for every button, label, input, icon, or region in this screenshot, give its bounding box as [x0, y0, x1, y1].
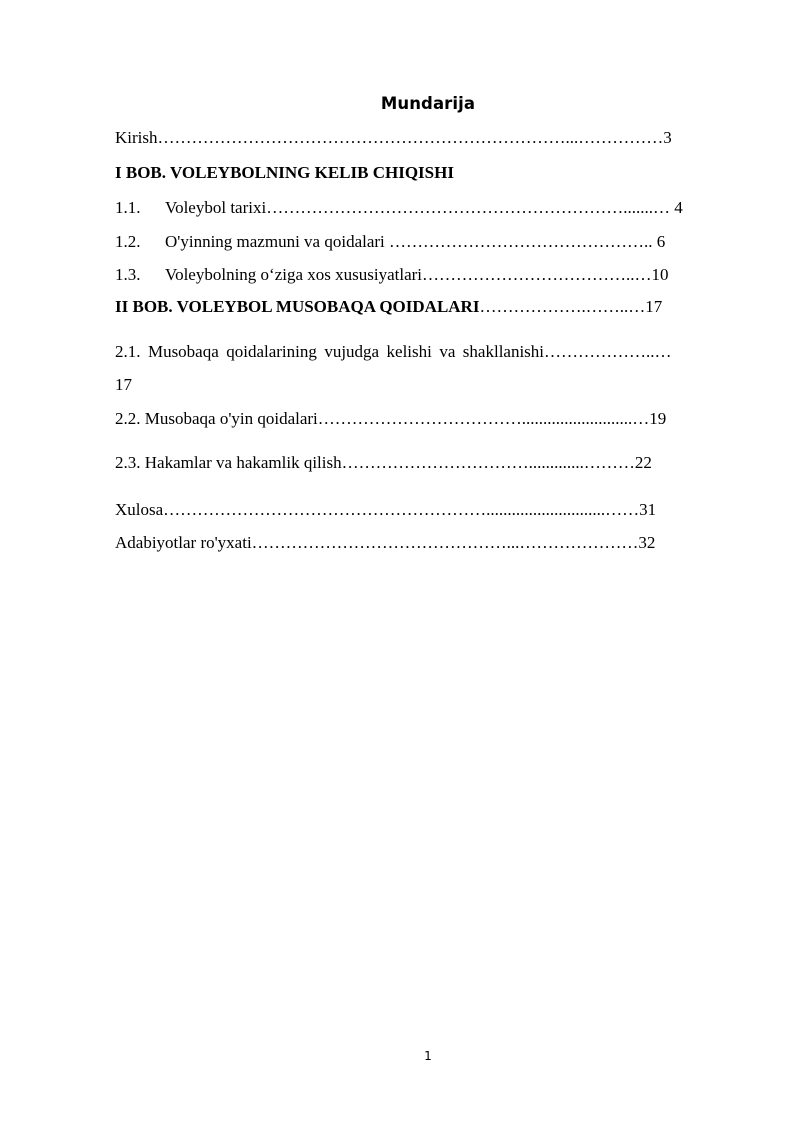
- toc-entry-2-1: [115, 342, 743, 395]
- page-number: 1: [424, 1049, 432, 1063]
- toc-entry-number: 1.2.: [115, 232, 141, 251]
- page-title: Mundarija: [380, 94, 476, 113]
- toc-entry-1-3: [115, 265, 745, 285]
- toc-chapter-2-leader: ……………….……..…17: [479, 297, 663, 316]
- toc-entry-conclusion: Xulosa…………………………………………………............................……31: [115, 500, 657, 519]
- toc-entry-1-1: [115, 198, 745, 218]
- toc-entry-1-2: [115, 232, 745, 252]
- toc-entry-2-3: 2.3. Hakamlar va hakamlik qilish…………………………….............………22: [115, 453, 652, 472]
- toc-entry-text: Voleybol tarixi……………………………………………………….......… 4: [165, 198, 683, 217]
- toc-chapter-2: [115, 297, 745, 317]
- toc-chapter-1: I BOB. VOLEYBOLNING KELIB CHIQISHI: [115, 163, 454, 182]
- toc-entry-intro: Kirish………………………………………………………………...……………3: [115, 128, 672, 147]
- toc-chapter-2-title: II BOB. VOLEYBOL MUSOBAQA QOIDALARI: [115, 297, 480, 316]
- toc-entry-text-line2: 17: [115, 375, 132, 394]
- toc-entry-2-2: 2.2. Musobaqa o'yin qoidalari………………………………..........................…19: [115, 409, 667, 428]
- toc-entry-references: Adabiyotlar ro'yxati………………………………………...…………………32: [115, 533, 656, 552]
- toc-entry-number: 1.3.: [115, 265, 141, 284]
- toc-entry-text: O'yinning mazmuni va qoidalari ……………………………………….. 6: [165, 232, 666, 251]
- toc-entry-text: Voleybolning o‘ziga xos xususiyatlari………………………………..…10: [165, 265, 669, 284]
- toc-entry-text-line1: 2.1. Musobaqa qoidalarining vujudga kelishi va shakllanishi………………..…: [115, 342, 672, 361]
- toc-entry-number: 1.1.: [115, 198, 141, 217]
